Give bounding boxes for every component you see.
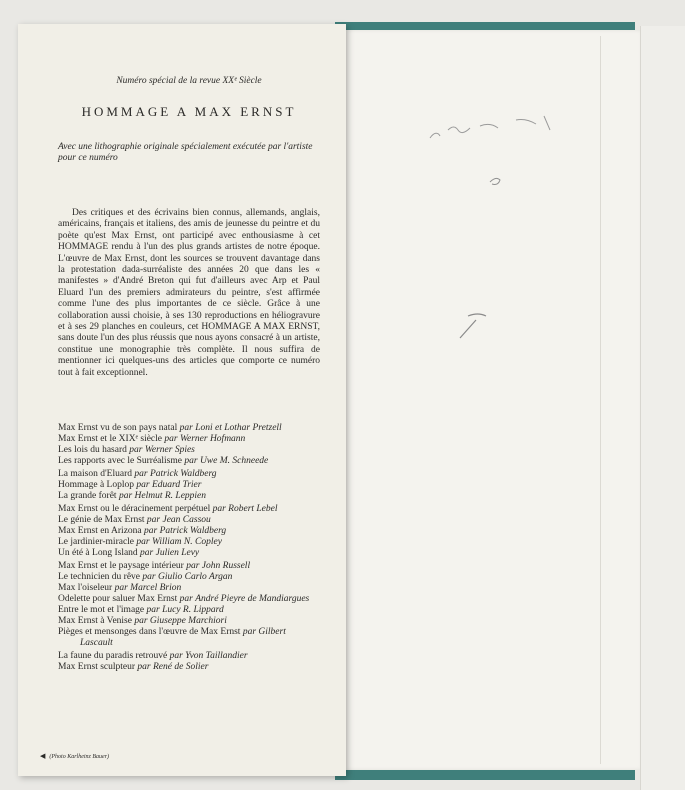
article-by: par (137, 662, 151, 672)
article-by: par (134, 469, 148, 479)
article-author: Helmut R. Leppien (134, 491, 207, 501)
article-title: Max Ernst sculpteur (58, 662, 136, 672)
article-title: La faune du paradis retrouvé (58, 651, 168, 661)
article-title: La grande forêt (58, 491, 117, 501)
article-author: Eduard Trier (151, 480, 202, 490)
article-title: Max Ernst en Arizona (58, 526, 142, 536)
article-by: par (146, 605, 160, 615)
article-title: Le génie de Max Ernst (58, 515, 145, 525)
article-item (58, 491, 320, 502)
article-item (58, 526, 320, 537)
article-item (58, 594, 320, 605)
article-title: La maison d'Eluard (58, 469, 132, 479)
article-item (58, 515, 320, 526)
article-by: par (184, 456, 198, 466)
flap-title: HOMMAGE A MAX ERNST (81, 104, 297, 119)
article-by: par (242, 627, 257, 637)
article-title: Entre le mot et l'image (58, 605, 145, 615)
article-by: par (212, 504, 226, 514)
article-by: par (169, 651, 183, 661)
article-title: Pièges et mensonges dans l'œuvre de Max Ernst (58, 627, 241, 637)
article-author: René de Solier (153, 662, 209, 672)
article-author: Gilbert Lascault (80, 627, 286, 648)
lithography-note: Avec une lithographie originale spécialement exécutée par l'artiste pour ce numéro (58, 142, 313, 163)
article-by: par (146, 515, 161, 525)
article-by: par (118, 491, 133, 501)
article-author: Julien Levy (155, 548, 200, 558)
article-author: André Pieyre de Mandiargues (195, 594, 310, 604)
article-title: Max l'oiseleur (58, 583, 113, 593)
article-item (58, 616, 320, 627)
article-title: Hommage à Loplop (58, 480, 134, 490)
article-author: Giulio Carlo Argan (157, 572, 233, 582)
flap-description: Des critiques et des écrivains bien connus, allemands, anglais, américains, français et italiens, des amis de jeunesse du peintre et du poète qu'est Max Ernst, ont participé avec enthousiasme à cet HOMMAGE rendu à l'un des plus grands artistes de notre époque. L'œuvre de Max Ernst, dont les sources se trouvent davantage dans la protestation dada-surréaliste des années 20 que dans les « manifestes » d'André Breton qui fut d'ailleurs avec Arp et Paul Eluard l'un des premiers admirateurs du peintre, s'est affirmée comme l'une des plus importantes de ce siècle. Grâce à une collaboration aussi choisie, à ses 130 reproductions en héliogravure et à ses 29 planches en couleurs, cet HOMMAGE A MAX ERNST, sans doute l'un des plus réussis que nous ayons consacré à un artiste, constitue une monographie très complète. Il nous suffira de mentionner ici quelques-uns des articles que comporte ce numéro tout à fait exceptionnel. (58, 208, 320, 378)
article-by: par (164, 434, 178, 444)
article-item (58, 537, 320, 548)
article-item (58, 572, 320, 583)
article-author: Jean Cassou (162, 515, 211, 525)
article-by: par (144, 526, 158, 536)
article-by: par (134, 616, 148, 626)
adjacent-page-edge (640, 26, 685, 790)
article-title: Un été à Long Island (58, 548, 138, 558)
article-item (58, 583, 320, 594)
article-item (58, 561, 320, 572)
article-author: Werner Hofmann (179, 434, 246, 444)
article-item (58, 627, 320, 649)
article-author: Robert Lebel (228, 504, 278, 514)
article-item (58, 469, 320, 480)
article-by: par (136, 480, 150, 490)
article-item (58, 651, 320, 662)
article-item (58, 605, 320, 616)
article-by: par (186, 561, 200, 571)
article-item (58, 423, 320, 434)
article-title: Max Ernst et le paysage intérieur (58, 561, 184, 571)
article-author: Werner Spies (144, 445, 195, 455)
article-title: Max Ernst vu de son pays natal (58, 423, 178, 433)
article-author: Marcel Brion (130, 583, 182, 593)
article-author: Uwe M. Schneede (199, 456, 269, 466)
pencil-marks (420, 110, 620, 350)
article-item (58, 434, 320, 445)
article-item (58, 456, 320, 467)
article-title: Les rapports avec le Surréalisme (58, 456, 182, 466)
article-author: William N. Copley (151, 537, 222, 547)
article-list (58, 423, 320, 673)
article-title: Max Ernst à Venise (58, 616, 132, 626)
article-by: par (179, 423, 193, 433)
article-title: Les lois du hasard (58, 445, 127, 455)
article-author: Loni et Lothar Pretzell (195, 423, 282, 433)
article-author: Patrick Waldberg (159, 526, 227, 536)
article-by: par (179, 594, 193, 604)
article-title: Odelette pour saluer Max Ernst (58, 594, 178, 604)
article-item (58, 548, 320, 559)
article-item (58, 504, 320, 515)
article-by: par (142, 572, 156, 582)
article-item (58, 662, 320, 673)
article-title: Max Ernst ou le déracinement perpétuel (58, 504, 211, 514)
article-author: John Russell (201, 561, 251, 571)
arrow-left-icon: ◀ (40, 752, 46, 760)
article-author: Patrick Waldberg (149, 469, 217, 479)
article-title: Max Ernst et le XIXᵉ siècle (58, 434, 162, 444)
article-title: Le technicien du rêve (58, 572, 141, 582)
article-author: Yvon Taillandier (185, 651, 248, 661)
article-by: par (136, 537, 150, 547)
article-by: par (140, 548, 154, 558)
article-by: par (129, 445, 143, 455)
flap-subtitle: Numéro spécial de la revue XXᵉ Siècle (116, 76, 262, 86)
dust-jacket-flap (18, 24, 346, 776)
article-author: Giuseppe Marchiori (149, 616, 227, 626)
article-author: Lucy R. Lippard (162, 605, 224, 615)
photo-credit-text: (Photo Karlheinz Bauer) (49, 754, 110, 760)
article-title: Le jardinier-miracle (58, 537, 135, 547)
article-by: par (114, 583, 128, 593)
article-item (58, 445, 320, 456)
photo-credit (40, 752, 109, 760)
article-item (58, 480, 320, 491)
